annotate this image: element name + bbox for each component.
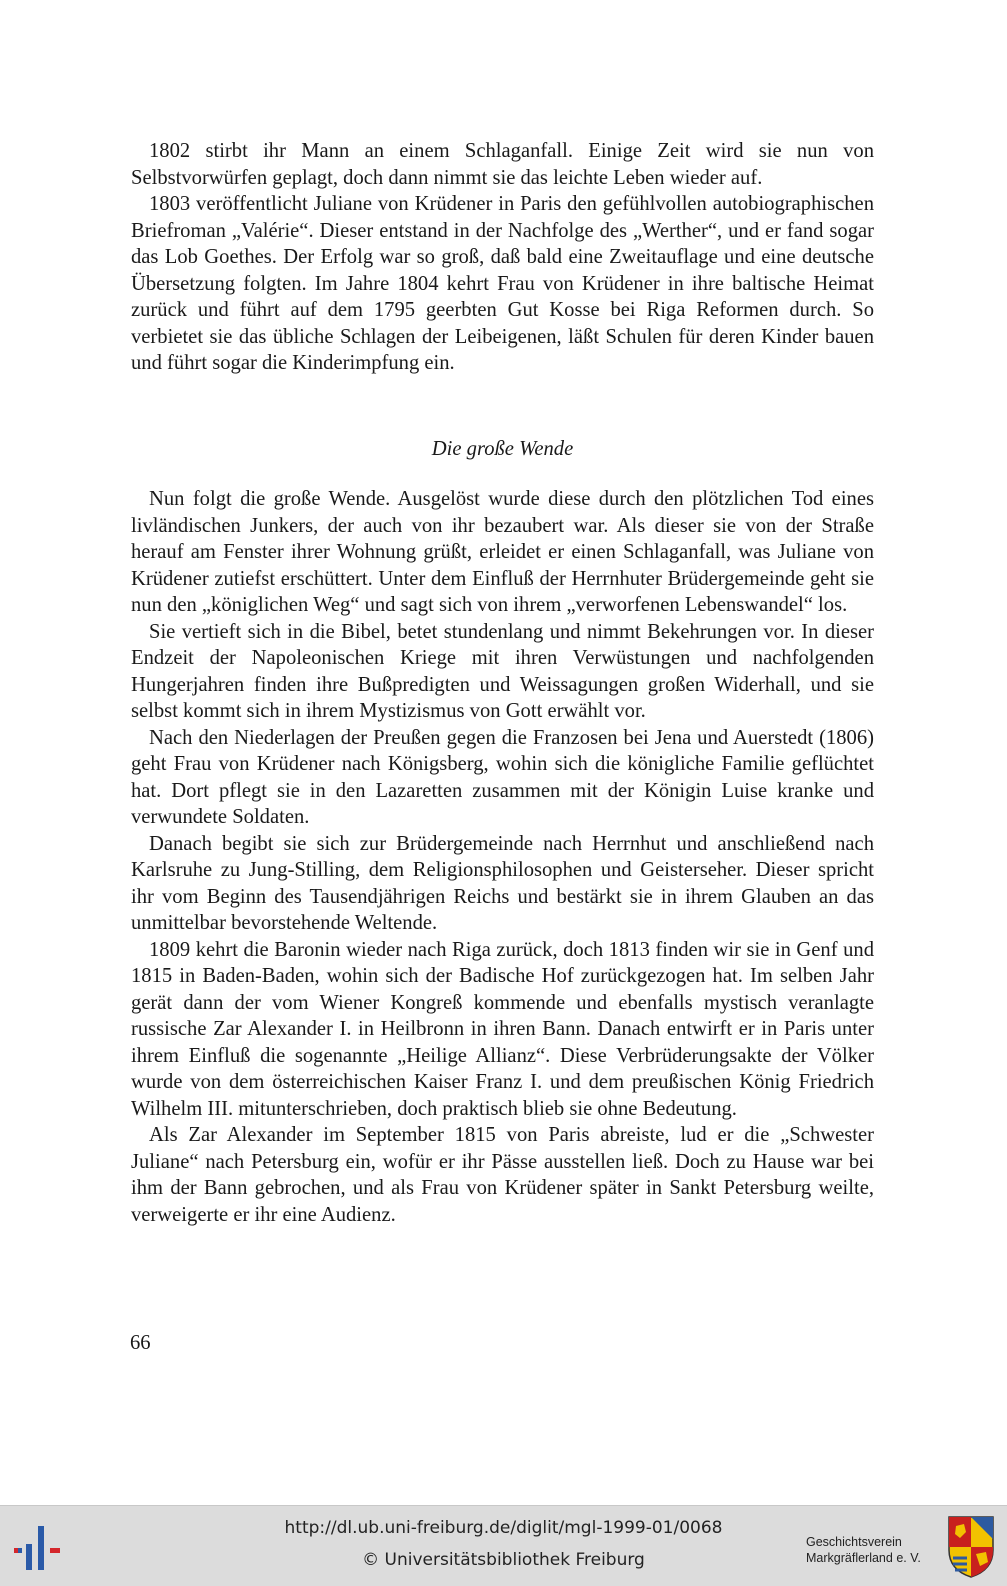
page-number: 66 <box>130 1332 151 1354</box>
society-line-1: Geschichtsverein <box>806 1535 902 1549</box>
paragraph: Danach begibt sie sich zur Brüdergemeinde nach Herrnhut und anschließend nach Karlsruhe zu Jung-Stilling, dem Religionsphilosophen und Geisterseher. Dieser spricht ihr vom Beginn des Tausendjährigen Reichs und bestärkt sie in ihrem Glauben an das unmittelbar bevorstehende Weltende. <box>131 832 874 934</box>
paragraph: Als Zar Alexander im September 1815 von Paris abreiste, lud er die „Schwester Juliane“ nach Petersburg ein, wofür er ihr Pässe ausstellen ließ. Doch zu Hause war bei ihm der Bann gebrochen, und als Frau von Krüdener später in Sankt Petersburg weilte, verweigerte er ihr eine Audienz. <box>131 1124 874 1226</box>
society-name <box>806 1534 936 1566</box>
intro-text-block <box>131 138 874 377</box>
source-url-link[interactable]: http://dl.ub.uni-freiburg.de/diglit/mgl-1999-01/0068 <box>284 1518 723 1538</box>
paragraph: Nach den Niederlagen der Preußen gegen die Franzosen bei Jena und Auerstedt (1806) geht Frau von Krüdener nach Königsberg, wohin sich die königliche Familie geflüchtet hat. Dort pflegt sie in den Lazaretten zusammen mit der Königin Luise kranke und verwundete Soldaten. <box>131 726 874 828</box>
section-heading: Die große Wende <box>431 438 574 460</box>
paragraph: 1809 kehrt die Baronin wieder nach Riga zurück, doch 1813 finden wir sie in Genf und 1815 in Baden-Baden, wohin sich der Badische Hof zurückgezogen hat. Im selben Jahr gerät dann der vom Wiener Kongreß kommende und ebenfalls mystisch veranlagte russische Zar Alexander I. in Heilbronn in ihren Bann. Danach entwirft er in Paris unter ihrem Einfluß die sogenannte „Heilige Allianz“. Diese Verbrüderungsakte der Völker wurde von dem österreichischen Kaiser Franz I. und dem preußischen König Friedrich Wilhelm III. mitunterschrieben, doch praktisch blieb sie ohne Bedeutung. <box>131 938 874 1120</box>
paragraph: Sie vertieft sich in die Bibel, betet stundenlang und nimmt Bekehrungen vor. In dieser Endzeit der Napoleonischen Kriege mit ihren Verwüstungen und nachfolgenden Hungerjahren finden ihre Bußpredigten und Weissagungen großen Widerhall, und sie selbst kommt sich in ihrem Mystizismus von Gott erwählt vor. <box>131 620 874 722</box>
footer-bar <box>0 1505 1007 1586</box>
paragraph: 1803 veröffentlicht Juliane von Krüdener in Paris den gefühlvollen autobiographischen Briefroman „Valérie“. Dieser entstand in der Nachfolge des „Werther“, und er fand sogar das Lob Goethes. Der Erfolg war so groß, daß bald eine Zweitauflage und eine deutsche Übersetzung folgten. Im Jahre 1804 kehrt Frau von Krüdener in ihre baltische Heimat zurück und führt auf dem 1795 geerbten Gut Kosse bei Riga Reformen durch. So verbietet sie das übliche Schlagen der Leibeigenen, läßt Schulen für deren Kinder bauen und führt sogar die Kinderimpfung ein. <box>131 193 874 374</box>
markgraeflerland-crest-icon[interactable] <box>946 1514 996 1580</box>
main-text-block <box>131 486 874 1228</box>
paragraph: Nun folgt die große Wende. Ausgelöst wurde diese durch den plötzlichen Tod eines livländischen Junkers, der auch von ihr bezaubert war. Als dieser sie von der Straße herauf am Fenster ihrer Wohnung grüßt, erleidet er einen Schlaganfall, was Juliane von Krüdener zutiefst erschüttert. Unter dem Einfluß der Herrnhuter Brüdergemeinde geht sie nun den „königlichen Weg“ und sagt sich von ihrem „verworfenen Lebenswandel“ los. <box>131 488 874 616</box>
society-line-2: Markgräflerland e. V. <box>806 1551 921 1565</box>
paragraph: 1802 stirbt ihr Mann an einem Schlaganfall. Einige Zeit wird sie nun von Selbstvorwürfen geplagt, doch dann nimmt sie das leichte Leben wieder auf. <box>131 140 874 189</box>
copyright-text: © Universitätsbibliothek Freiburg <box>362 1550 645 1570</box>
